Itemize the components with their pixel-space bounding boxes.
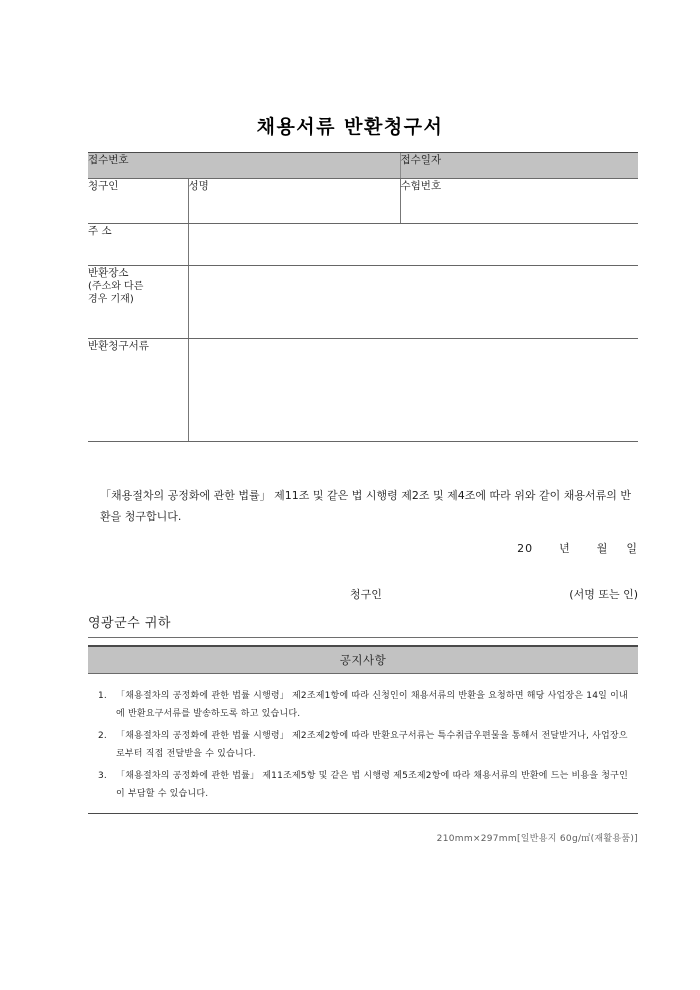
applicant-label: 청구인 xyxy=(88,179,188,224)
return-place-value-cell[interactable] xyxy=(188,266,400,339)
return-place-label: 반환장소 xyxy=(88,267,129,279)
receipt-number-label: 접수번호 xyxy=(88,153,400,179)
notice-item-number: 2. xyxy=(98,731,107,742)
notice-item-number: 3. xyxy=(98,771,107,782)
address-value-cell-ext[interactable] xyxy=(400,224,638,266)
return-place-note-line1: (주소와 다른 xyxy=(88,281,144,293)
table-row-return-documents xyxy=(88,339,638,442)
date-year-prefix: 20 xyxy=(517,542,534,555)
return-place-note-line2: 경우 기재) xyxy=(88,294,134,306)
notice-item-text: 「채용절차의 공정화에 관한 법률 시행령」 제2조제1항에 따라 신청인이 채용서류의 반환을 요청하면 해당 사업장은 14일 이내에 반환요구서류를 발송하도록 하고 있습니다. xyxy=(116,691,628,719)
return-place-label-cell xyxy=(88,266,188,339)
return-documents-label: 반환청구서류 xyxy=(88,339,188,442)
list-item xyxy=(96,728,630,763)
date-line xyxy=(517,540,638,556)
address-value-cell[interactable] xyxy=(188,224,400,266)
notice-section xyxy=(88,645,638,818)
signature-seal-label: (서명 또는 인) xyxy=(569,588,638,601)
notice-heading: 공지사항 xyxy=(88,647,638,674)
name-label: 성명 xyxy=(188,179,400,224)
list-item xyxy=(96,688,630,723)
signature-claimant-label: 청구인 xyxy=(350,588,382,601)
date-day-label: 일 xyxy=(626,542,638,555)
notice-body xyxy=(88,674,638,818)
notice-bottom-divider xyxy=(88,813,638,814)
table-header-row xyxy=(88,153,638,179)
notice-item-text: 「채용절차의 공정화에 관한 법률」 제11조제5항 및 같은 법 시행령 제5조제2항에 따라 채용서류의 반환에 드는 비용을 청구인이 부담할 수 있습니다. xyxy=(116,771,628,799)
return-documents-value-cell-ext[interactable] xyxy=(400,339,638,442)
date-year-label: 년 xyxy=(559,542,571,555)
addressee-divider xyxy=(88,637,638,638)
legal-statement: 「채용절차의 공정화에 관한 법률」 제11조 및 같은 법 시행령 제2조 및 제4조에 따라 위와 같이 채용서류의 반환을 청구합니다. xyxy=(100,489,631,523)
notice-item-number: 1. xyxy=(98,691,107,701)
notice-item-text: 「채용절차의 공정화에 관한 법률 시행령」 제2조제2항에 따라 반환요구서류는 특수취급우편물을 통해서 전달받거나, 사업장으로부터 직접 전달받을 수 있습니다. xyxy=(116,731,628,759)
table-row-address xyxy=(88,224,638,266)
table-row-return-place xyxy=(88,266,638,339)
return-request-form-table xyxy=(88,152,638,442)
exam-number-label: 수험번호 xyxy=(400,179,638,224)
table-row-applicant xyxy=(88,179,638,224)
receipt-date-label: 접수일자 xyxy=(400,153,638,179)
addressee: 영광군수 귀하 xyxy=(88,616,171,631)
list-item xyxy=(96,768,630,803)
address-label: 주 소 xyxy=(88,224,188,266)
return-place-value-cell-ext[interactable] xyxy=(400,266,638,339)
paper-spec-footnote: 210mm×297mm[일반용지 60g/㎡(재활용품)] xyxy=(436,834,638,844)
page-title: 채용서류 반환청구서 xyxy=(256,116,444,138)
date-month-label: 월 xyxy=(596,542,609,555)
return-documents-value-cell[interactable] xyxy=(188,339,400,442)
